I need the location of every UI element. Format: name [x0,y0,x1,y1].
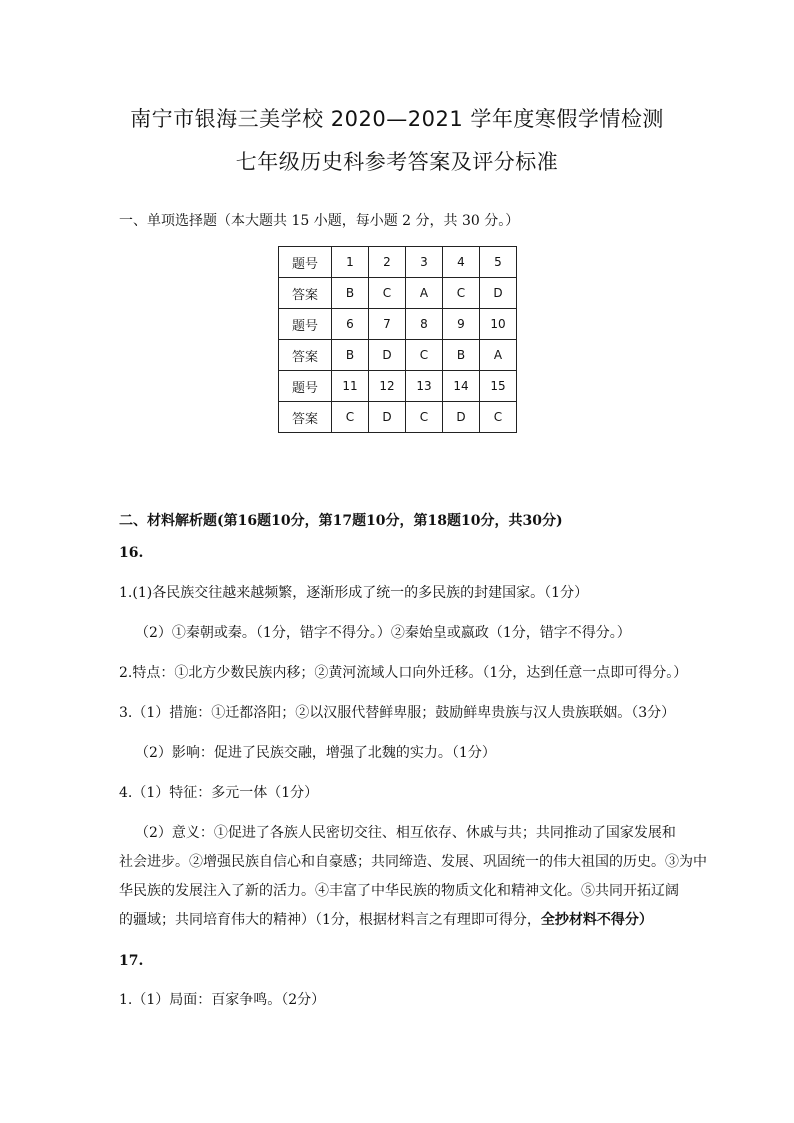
answer-table-row-label: 答案 [279,278,332,309]
section-2-heading: 二、材料解析题(第16题10分，第17题10分，第18题10分，共30分) [119,513,563,529]
q16-answer-4-2-line2: 社会进步。②增强民族自信心和自豪感；共同缔造、发展、巩固统一的伟大祖国的历史。③为中 [119,854,707,870]
answer-table-cell: 6 [332,309,369,340]
answer-table-cell: 12 [369,371,406,402]
answer-table-cell: C [369,278,406,309]
q16-answer-4-2-line4-text: 的疆域；共同培育伟大的精神）（1分，根据材料言之有理即可得分， [119,912,541,928]
answer-table-cell: D [369,340,406,371]
answer-table-cell: 14 [443,371,480,402]
answer-table-cell: C [406,340,443,371]
answer-table-row [279,402,517,433]
q16-answer-4-2-line4-bold: 全抄材料不得分） [540,912,653,928]
answer-table-cell: D [443,402,480,433]
q16-answer-4-2-line3: 华民族的发展注入了新的活力。④丰富了中华民族的物质文化和精神文化。⑤共同开拓辽阔 [119,883,679,899]
q16-answer-4-2-line1: （2）意义：①促进了各族人民密切交往、相互依存、休戚与共；共同推动了国家发展和 [135,825,676,841]
answer-table-cell: 7 [369,309,406,340]
question-16-number: 16. [119,545,144,561]
answer-table-row [279,371,517,402]
answer-table-cell: C [332,402,369,433]
answer-table-row-label: 答案 [279,402,332,433]
answer-table-cell: 4 [443,247,480,278]
answer-table-cell: 2 [369,247,406,278]
answer-table-cell: D [369,402,406,433]
q16-answer-3-2: （2）影响：促进了民族交融，增强了北魏的实力。（1分） [135,745,496,761]
answer-table-cell: B [332,340,369,371]
answer-table-cell: D [480,278,517,309]
answer-table-row [279,340,517,371]
q16-answer-1-1: 1.(1)各民族交往越来越频繁，逐渐形成了统一的多民族的封建国家。（1分） [119,585,589,601]
answer-table [278,246,517,433]
answer-table-cell: 5 [480,247,517,278]
answer-table-cell: C [480,402,517,433]
answer-table-row [279,278,517,309]
q16-answer-2: 2.特点：①北方少数民族内移；②黄河流域人口向外迁移。（1分，达到任意一点即可得分。） [119,665,688,681]
answer-table-cell: 3 [406,247,443,278]
answer-table-cell: 10 [480,309,517,340]
q17-answer-1-1: 1.（1）局面：百家争鸣。（2分） [119,992,326,1008]
answer-table-cell: 15 [480,371,517,402]
answer-table-cell: A [480,340,517,371]
answer-table-cell: 11 [332,371,369,402]
q16-answer-3-1: 3.（1）措施：①迁都洛阳；②以汉服代替鲜卑服；鼓励鲜卑贵族与汉人贵族联姻。（3分） [119,705,676,721]
answer-table-row-label: 答案 [279,340,332,371]
document-subtitle: 七年级历史科参考答案及评分标准 [235,150,559,174]
answer-table-cell: A [406,278,443,309]
q16-answer-4-2-line4 [119,911,653,929]
document-title: 南宁市银海三美学校 2020—2021 学年度寒假学情检测 [130,107,664,131]
section-1-heading: 一、单项选择题（本大题共 15 小题，每小题 2 分，共 30 分。） [119,213,520,229]
q16-answer-4-1: 4.（1）特征：多元一体（1分） [119,785,319,801]
q16-answer-1-2: （2）①秦朝或秦。（1分，错字不得分。）②秦始皇或嬴政（1分，错字不得分。） [135,625,631,641]
answer-table-row-label: 题号 [279,247,332,278]
answer-table-cell: 9 [443,309,480,340]
answer-table-cell: C [406,402,443,433]
answer-table-cell: B [332,278,369,309]
answer-table-cell: 13 [406,371,443,402]
answer-table-row [279,247,517,278]
answer-table-cell: C [443,278,480,309]
question-17-number: 17. [119,953,144,969]
answer-table-cell: 1 [332,247,369,278]
answer-table-cell: B [443,340,480,371]
answer-table-cell: 8 [406,309,443,340]
answer-table-row-label: 题号 [279,309,332,340]
answer-table-row-label: 题号 [279,371,332,402]
answer-table-row [279,309,517,340]
